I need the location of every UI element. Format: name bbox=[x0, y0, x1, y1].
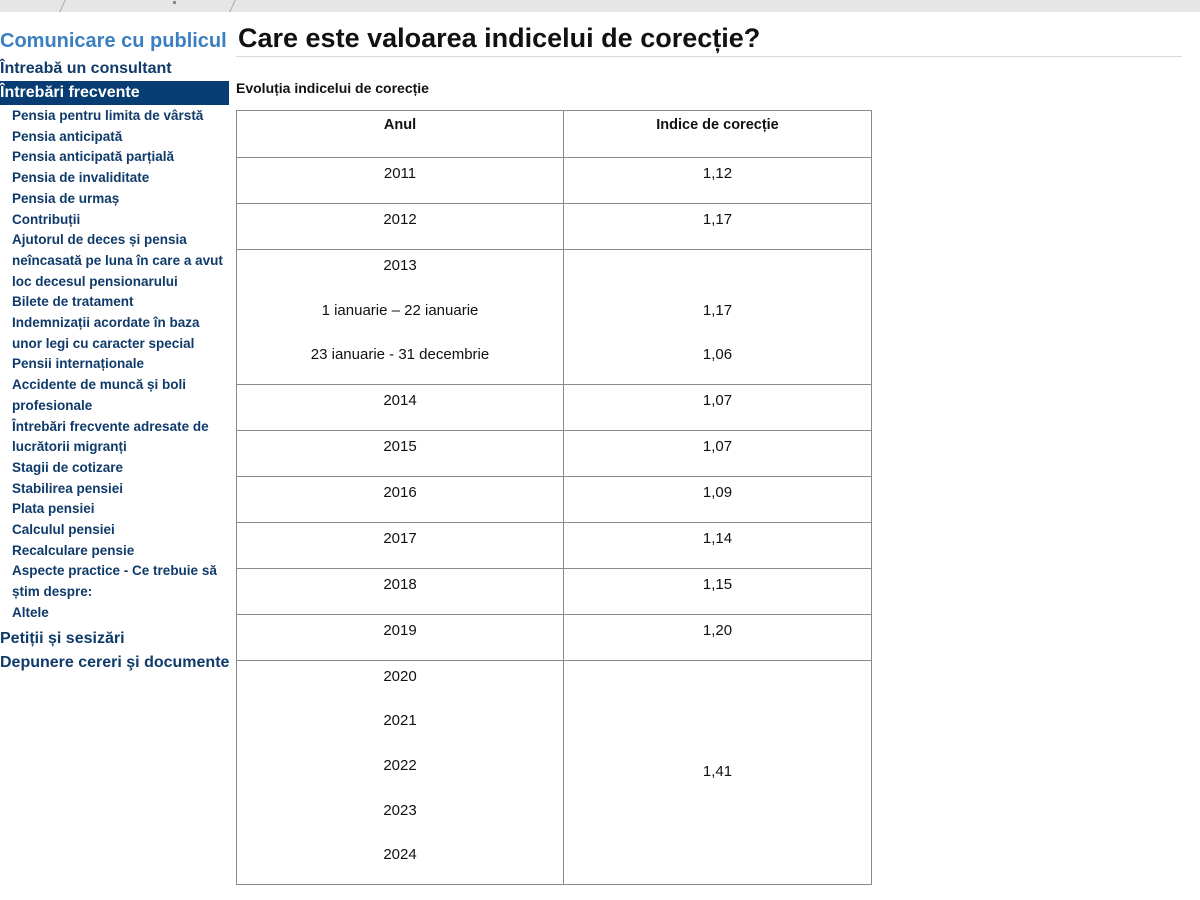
sidebar-nav bbox=[0, 26, 230, 675]
table-header-row bbox=[237, 111, 872, 158]
browser-tab-strip bbox=[0, 0, 1200, 12]
column-header-anul: Anul bbox=[237, 111, 564, 158]
year-line: 2024 bbox=[383, 846, 417, 864]
year-cell: 2015 bbox=[237, 430, 564, 476]
sidebar-subitem[interactable]: Plata pensiei bbox=[12, 501, 95, 517]
index-cell-multi bbox=[564, 250, 872, 385]
year-cell: 2016 bbox=[237, 476, 564, 522]
index-cell: 1,17 bbox=[564, 204, 872, 250]
sidebar-item-intreaba-consultant[interactable]: Întreabă un consultant bbox=[0, 60, 172, 77]
table-row bbox=[237, 476, 872, 522]
year-cell: 2014 bbox=[237, 384, 564, 430]
index-line: 1,06 bbox=[702, 346, 733, 364]
tab-divider bbox=[59, 0, 67, 12]
year-cell: 2019 bbox=[237, 614, 564, 660]
sidebar-subitem[interactable]: Pensia anticipată parțială bbox=[12, 149, 175, 165]
sidebar-subitem[interactable]: Stagii de cotizare bbox=[12, 459, 124, 475]
index-cell: 1,12 bbox=[564, 158, 872, 204]
sidebar-subitem[interactable]: Stabilirea pensiei bbox=[12, 480, 124, 496]
table-row bbox=[237, 430, 872, 476]
table-row bbox=[237, 522, 872, 568]
index-cell: 1,14 bbox=[564, 522, 872, 568]
sidebar-item-petitii-sesizari[interactable]: Petiții și sesizări bbox=[0, 629, 125, 647]
sidebar-subitem[interactable]: Pensii internaționale bbox=[12, 356, 145, 372]
index-cell: 1,07 bbox=[564, 430, 872, 476]
table-row bbox=[237, 614, 872, 660]
sidebar-subitem[interactable]: Bilete de tratament bbox=[12, 294, 134, 310]
table-caption: Evoluția indicelui de corecție bbox=[236, 80, 429, 96]
correction-index-table bbox=[236, 110, 872, 885]
page-title: Care este valoarea indicelui de corecție? bbox=[238, 23, 761, 53]
sidebar-subitem[interactable]: Pensia de urmaș bbox=[12, 190, 120, 206]
index-line bbox=[564, 250, 871, 295]
table-row bbox=[237, 204, 872, 250]
year-line: 2022 bbox=[383, 756, 417, 774]
year-line: 2013 bbox=[383, 257, 417, 274]
year-line: 2021 bbox=[383, 712, 417, 730]
table-row bbox=[237, 250, 872, 385]
sidebar-subitem[interactable]: Ajutorul de deces și pensia neîncasată pe luna în care a avut loc decesul pensionarului bbox=[12, 232, 223, 289]
main-content bbox=[236, 18, 1182, 885]
year-line: 2020 bbox=[383, 667, 417, 685]
sidebar-section-title[interactable]: Comunicare cu publicul bbox=[0, 30, 227, 52]
sidebar-subitem[interactable]: Contribuții bbox=[12, 211, 81, 227]
index-cell: 1,09 bbox=[564, 476, 872, 522]
year-line: 2023 bbox=[383, 801, 417, 819]
sidebar-subitem[interactable]: Aspecte practice - Ce trebuie să știm despre: bbox=[12, 563, 217, 600]
tab-divider bbox=[229, 0, 237, 12]
sidebar-subitem[interactable]: Întrebări frecvente adresate de lucrătorii migranți bbox=[12, 418, 209, 455]
year-cell-multi bbox=[237, 660, 564, 884]
year-cell: 2011 bbox=[237, 158, 564, 204]
sidebar-item-intrebari-frecvente[interactable]: Întrebări frecvente bbox=[0, 81, 229, 105]
sidebar-subitem[interactable]: Pensia anticipată bbox=[12, 128, 123, 144]
table-row bbox=[237, 660, 872, 884]
index-cell: 1,41 bbox=[564, 660, 872, 884]
year-line: 23 ianuarie - 31 decembrie bbox=[310, 346, 490, 364]
sidebar-subitem[interactable]: Accidente de muncă și boli profesionale bbox=[12, 377, 187, 413]
index-cell: 1,15 bbox=[564, 568, 872, 614]
tab-dot bbox=[173, 1, 176, 4]
sidebar-subitem[interactable]: Pensia de invaliditate bbox=[12, 170, 150, 186]
year-cell-multi bbox=[237, 250, 564, 385]
year-line: 1 ianuarie – 22 ianuarie bbox=[321, 301, 479, 319]
sidebar-subitem[interactable]: Pensia pentru limita de vârstă bbox=[12, 108, 204, 123]
index-line: 1,17 bbox=[702, 301, 733, 319]
year-cell: 2012 bbox=[237, 204, 564, 250]
sidebar-subitem[interactable]: Recalculare pensie bbox=[12, 542, 135, 558]
sidebar-subitem[interactable]: Altele bbox=[12, 604, 49, 620]
sidebar-subitem[interactable]: Calculul pensiei bbox=[12, 522, 115, 538]
table-row bbox=[237, 384, 872, 430]
sidebar-subitem[interactable]: Indemnizații acordate în baza unor legi cu caracter special bbox=[12, 315, 200, 351]
sidebar-item-depunere-cereri[interactable]: Depunere cereri şi documente bbox=[0, 653, 230, 671]
column-header-indice: Indice de corecție bbox=[564, 111, 872, 158]
sidebar-subitems bbox=[0, 106, 230, 624]
year-cell: 2018 bbox=[237, 568, 564, 614]
table-row bbox=[237, 568, 872, 614]
year-cell: 2017 bbox=[237, 522, 564, 568]
index-cell: 1,20 bbox=[564, 614, 872, 660]
index-cell: 1,07 bbox=[564, 384, 872, 430]
table-row bbox=[237, 158, 872, 204]
